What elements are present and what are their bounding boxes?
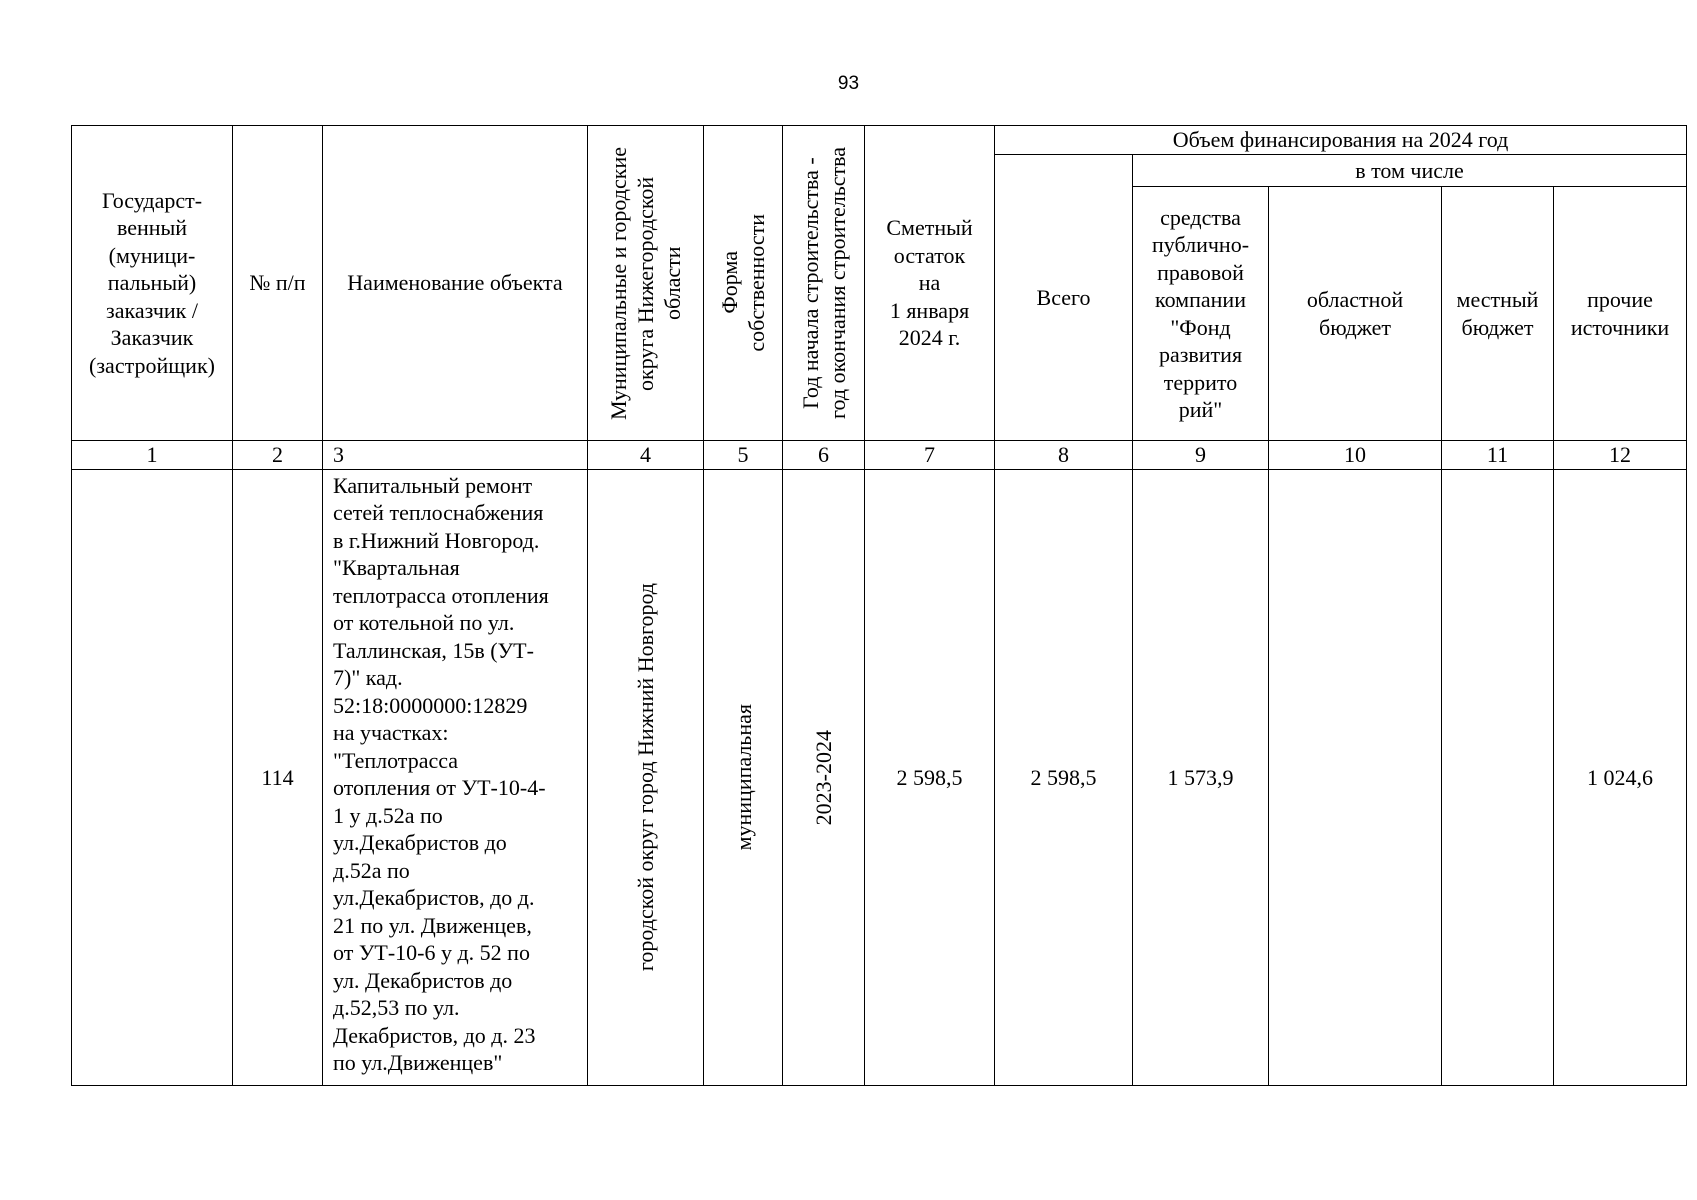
header-num: № п/п [233,126,323,441]
cell-regional [1269,469,1442,1086]
cell-ownership-wrap [704,469,783,1086]
cell-other: 1 024,6 [1554,469,1687,1086]
column-number: 10 [1269,441,1442,470]
header-balance: Сметный остаток на 1 января 2024 г. [865,126,995,441]
cell-years: 2023-2024 [811,729,836,825]
cell-municipality-wrap [588,469,704,1086]
cell-customer [72,469,233,1086]
header-municipality-cell [588,126,704,441]
column-number: 8 [995,441,1133,470]
cell-local [1442,469,1554,1086]
header-object-name: Наименование объекта [323,126,588,441]
header-years: Год начала строительства - год окончания строительства [797,147,850,419]
header-municipality: Муниципальные и городские округа Нижегородской области [606,146,685,420]
column-number: 7 [865,441,995,470]
column-number: 9 [1133,441,1269,470]
cell-municipality: городской округ город Нижний Новгород [633,583,658,972]
header-ownership: Форма собственности [717,214,769,352]
column-number-row [72,441,1687,470]
cell-balance: 2 598,5 [865,469,995,1086]
header-total: Всего [995,155,1133,441]
header-years-cell [783,126,865,441]
header-local: местный бюджет [1442,187,1554,441]
cell-num: 114 [233,469,323,1086]
page-number: 93 [837,73,860,94]
header-regional: областной бюджет [1269,187,1442,441]
column-number: 1 [72,441,233,470]
header-other: прочие источники [1554,187,1687,441]
cell-object-name: Капитальный ремонт сетей теплоснабжения в г.Нижний Новгород. "Квартальная теплотрасса отопления от котельной по ул. Таллинская, 15в (УТ- 7)" кад. 52:18:0000000:12829 на участках: "Теплотрасса отопления от УТ-10-4- 1 у д.52а по ул.Декабристов до д.52а по ул.Декабристов, до д. 21 по ул. Движенцев, от УТ-10-6 у д. 52 по ул. Декабристов до д.52,53 по ул. Декабристов, до д. 23 по ул.Движенцев" [323,469,588,1086]
column-number: 11 [1442,441,1554,470]
column-number: 5 [704,441,783,470]
column-number: 6 [783,441,865,470]
header-fund: средства публично- правовой компании "Фонд развития террито рий" [1133,187,1269,441]
column-number: 12 [1554,441,1687,470]
financing-table [71,125,1687,1086]
cell-total: 2 598,5 [995,469,1133,1086]
column-number: 4 [588,441,704,470]
header-customer: Государст- венный (муници- пальный) заказчик / Заказчик (застройщик) [72,126,233,441]
header-including: в том числе [1133,155,1687,187]
column-number: 3 [323,441,588,470]
cell-ownership: муниципальная [730,704,756,851]
table-row [72,469,1687,1086]
header-ownership-cell [704,126,783,441]
cell-fund: 1 573,9 [1133,469,1269,1086]
header-financing: Объем финансирования на 2024 год [995,126,1687,155]
column-number: 2 [233,441,323,470]
cell-years-wrap [783,469,865,1086]
